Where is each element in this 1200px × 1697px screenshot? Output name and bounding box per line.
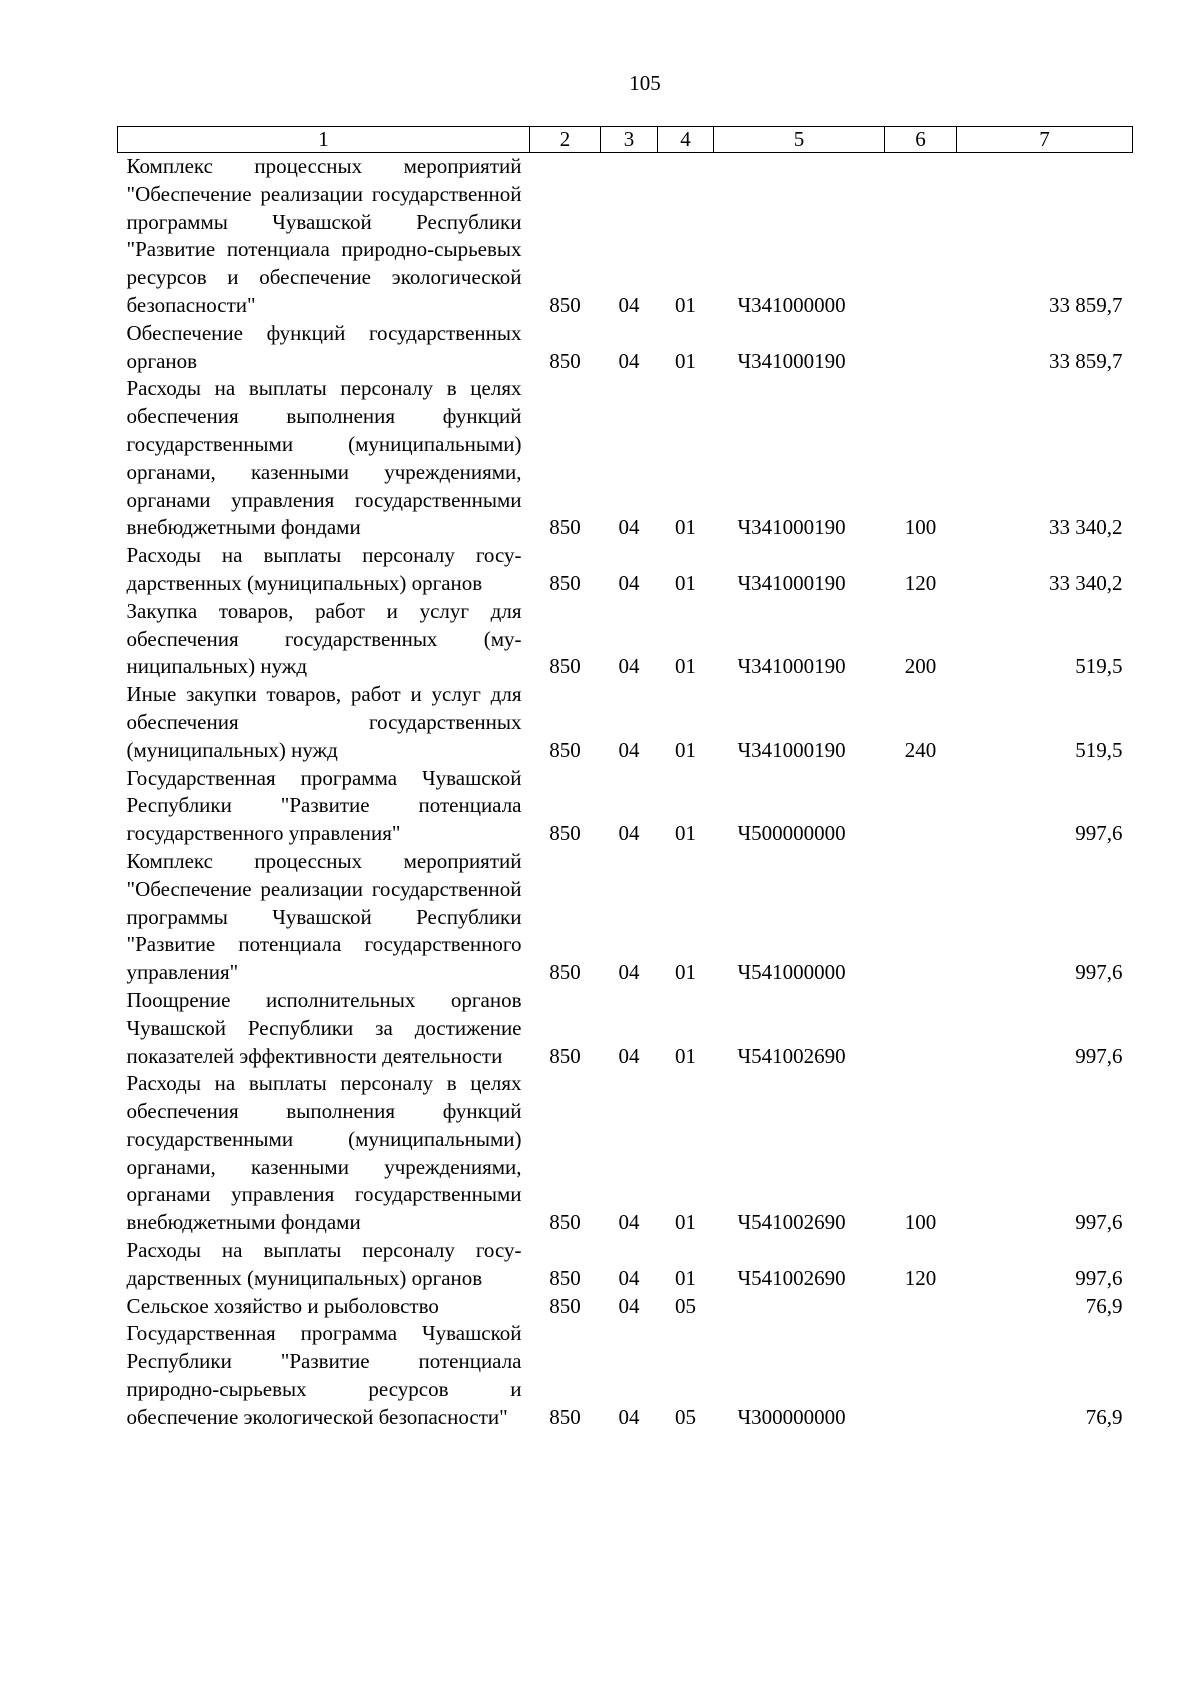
row-grbs-code: 850 — [549, 1404, 581, 1429]
row-name: Государственная программа Чувашской Республики "Развитие потенциала государственного управления" — [126, 765, 522, 846]
budget-table — [117, 126, 1133, 1432]
row-amount: 997,6 — [1075, 821, 1123, 846]
row-amount: 33 340,2 — [1049, 515, 1123, 540]
table-row — [118, 1320, 1133, 1431]
row-amount: 33 859,7 — [1049, 348, 1123, 373]
row-grbs-code: 850 — [549, 1293, 581, 1318]
row-expense-type-code — [885, 320, 957, 376]
row-section-code: 04 — [618, 1293, 640, 1318]
row-section-code: 04 — [618, 1265, 640, 1290]
row-name: Поощрение исполнительных органов Чувашской Республики за достижение показателей эффективности деятельности — [126, 987, 522, 1068]
row-target-article-code: Ч300000000 — [737, 1404, 846, 1429]
column-header-1: 1 — [118, 127, 530, 153]
row-amount: 519,5 — [1075, 737, 1123, 762]
column-header-3: 3 — [601, 127, 658, 153]
table-row — [118, 1237, 1133, 1293]
row-section-code: 04 — [618, 348, 640, 373]
table-header — [118, 127, 1133, 153]
row-expense-type-code: 100 — [904, 515, 937, 540]
header-row — [118, 127, 1133, 153]
row-name: Комплекс процессных мероприятий "Обеспечение реализации государственной программы Чувашской Республики "Развитие потенциала природно-сырьевых ресурсов и обеспечение экологической безопасности" — [126, 154, 522, 317]
row-subsection-code: 01 — [675, 1210, 696, 1235]
row-target-article-code: Ч541002690 — [737, 1043, 846, 1068]
row-amount: 33 859,7 — [1049, 292, 1123, 317]
row-grbs-code: 850 — [549, 1210, 581, 1235]
row-amount: 519,5 — [1075, 654, 1123, 679]
row-subsection-code: 01 — [675, 654, 696, 679]
row-name: Закупка товаров, работ и услуг для обеспечения государственных (муниципальных) нужд — [126, 598, 522, 679]
row-subsection-code: 05 — [675, 1293, 696, 1318]
table-row — [118, 320, 1133, 376]
row-grbs-code: 850 — [549, 654, 581, 679]
row-section-code: 04 — [618, 1404, 640, 1429]
row-grbs-code: 850 — [549, 960, 581, 985]
row-section-code: 04 — [618, 737, 640, 762]
row-amount: 33 340,2 — [1049, 570, 1123, 595]
row-expense-type-code — [885, 1293, 957, 1321]
row-subsection-code: 01 — [675, 1043, 696, 1068]
column-header-6: 6 — [885, 127, 957, 153]
row-subsection-code: 01 — [675, 960, 696, 985]
row-expense-type-code — [885, 848, 957, 987]
row-name: Расходы на выплаты персоналу государственных (муниципальных) органов — [126, 543, 522, 595]
row-target-article-code: Ч341000190 — [737, 515, 846, 540]
row-section-code: 04 — [618, 1210, 640, 1235]
row-amount: 76,9 — [1085, 1404, 1123, 1429]
row-section-code: 04 — [618, 821, 640, 846]
row-expense-type-code: 120 — [904, 570, 937, 595]
row-subsection-code: 01 — [675, 821, 696, 846]
row-grbs-code: 850 — [549, 821, 581, 846]
row-name: Государственная программа Чувашской Республики "Развитие потенциала природно-сырьевых ресурсов и обеспечение экологической безопасности" — [126, 1321, 522, 1429]
row-name: Расходы на выплаты персоналу в целях обеспечения выполнения функций государственными (муниципальными) органами, казенными учреждениями, органами управления государственными внебюджетными фондами — [126, 376, 522, 540]
table-row — [118, 542, 1133, 598]
row-grbs-code: 850 — [549, 348, 581, 373]
row-section-code: 04 — [618, 654, 640, 679]
row-amount: 997,6 — [1075, 1043, 1123, 1068]
column-header-4: 4 — [658, 127, 714, 153]
row-expense-type-code: 100 — [904, 1210, 937, 1235]
row-grbs-code: 850 — [549, 1265, 581, 1290]
row-subsection-code: 01 — [675, 737, 696, 762]
row-name: Расходы на выплаты персоналу государственных (муниципальных) органов — [126, 1238, 522, 1290]
row-grbs-code: 850 — [549, 737, 581, 762]
row-target-article-code: Ч500000000 — [737, 821, 846, 846]
row-grbs-code: 850 — [549, 292, 581, 317]
row-name: Сельское хозяйство и рыболовство — [126, 1293, 439, 1318]
row-subsection-code: 01 — [675, 292, 696, 317]
row-name: Обеспечение функций государственных органов — [126, 320, 522, 373]
table-row — [118, 681, 1133, 764]
row-expense-type-code: 240 — [904, 737, 937, 762]
row-section-code: 04 — [618, 292, 640, 317]
table-row — [118, 153, 1133, 320]
table-body — [118, 153, 1133, 1432]
column-header-5: 5 — [714, 127, 885, 153]
table-row — [118, 987, 1133, 1070]
column-header-7: 7 — [957, 127, 1133, 153]
page-number: 105 — [629, 71, 661, 95]
row-section-code: 04 — [618, 515, 640, 540]
row-target-article-code: Ч341000190 — [737, 654, 846, 679]
row-expense-type-code: 120 — [904, 1265, 937, 1290]
row-subsection-code: 01 — [675, 348, 696, 373]
row-grbs-code: 850 — [549, 570, 581, 595]
row-amount: 76,9 — [1085, 1293, 1123, 1318]
row-target-article-code: Ч541002690 — [737, 1210, 846, 1235]
table-row — [118, 598, 1133, 681]
row-section-code: 04 — [618, 960, 640, 985]
row-subsection-code: 01 — [675, 1265, 696, 1290]
row-target-article-code: Ч341000000 — [737, 292, 846, 317]
row-amount: 997,6 — [1075, 960, 1123, 985]
row-target-article-code: Ч341000190 — [737, 348, 846, 373]
row-expense-type-code — [885, 153, 957, 320]
table-row — [118, 765, 1133, 848]
row-expense-type-code — [885, 765, 957, 848]
row-subsection-code: 05 — [675, 1404, 696, 1429]
table-row — [118, 1293, 1133, 1321]
row-subsection-code: 01 — [675, 570, 696, 595]
row-expense-type-code — [885, 987, 957, 1070]
row-target-article-code: Ч541000000 — [737, 960, 846, 985]
table-row — [118, 375, 1133, 542]
row-target-article-code: Ч341000190 — [737, 737, 846, 762]
column-header-2: 2 — [530, 127, 601, 153]
row-grbs-code: 850 — [549, 1043, 581, 1068]
row-section-code: 04 — [618, 1043, 640, 1068]
row-target-article-code: Ч541002690 — [737, 1265, 846, 1290]
row-name: Комплекс процессных мероприятий "Обеспечение реализации государственной программы Чувашской Республики "Развитие потенциала государственного управления" — [126, 848, 522, 985]
row-amount: 997,6 — [1075, 1210, 1123, 1235]
row-name: Расходы на выплаты персоналу в целях обеспечения выполнения функций государственными (муниципальными) органами, казенными учреждениями, органами управления государственными внебюджетными фондами — [126, 1071, 522, 1235]
row-name: Иные закупки товаров, работ и услуг для обеспечения государственных (муниципальных) нужд — [126, 682, 522, 762]
row-subsection-code: 01 — [675, 515, 696, 540]
row-target-article-code: Ч341000190 — [737, 570, 846, 595]
row-expense-type-code: 200 — [904, 654, 937, 679]
table-row — [118, 1070, 1133, 1237]
row-expense-type-code — [885, 1320, 957, 1431]
row-amount: 997,6 — [1075, 1265, 1123, 1290]
table-row — [118, 848, 1133, 987]
row-grbs-code: 850 — [549, 515, 581, 540]
row-target-article-code — [714, 1293, 885, 1321]
row-section-code: 04 — [618, 570, 640, 595]
